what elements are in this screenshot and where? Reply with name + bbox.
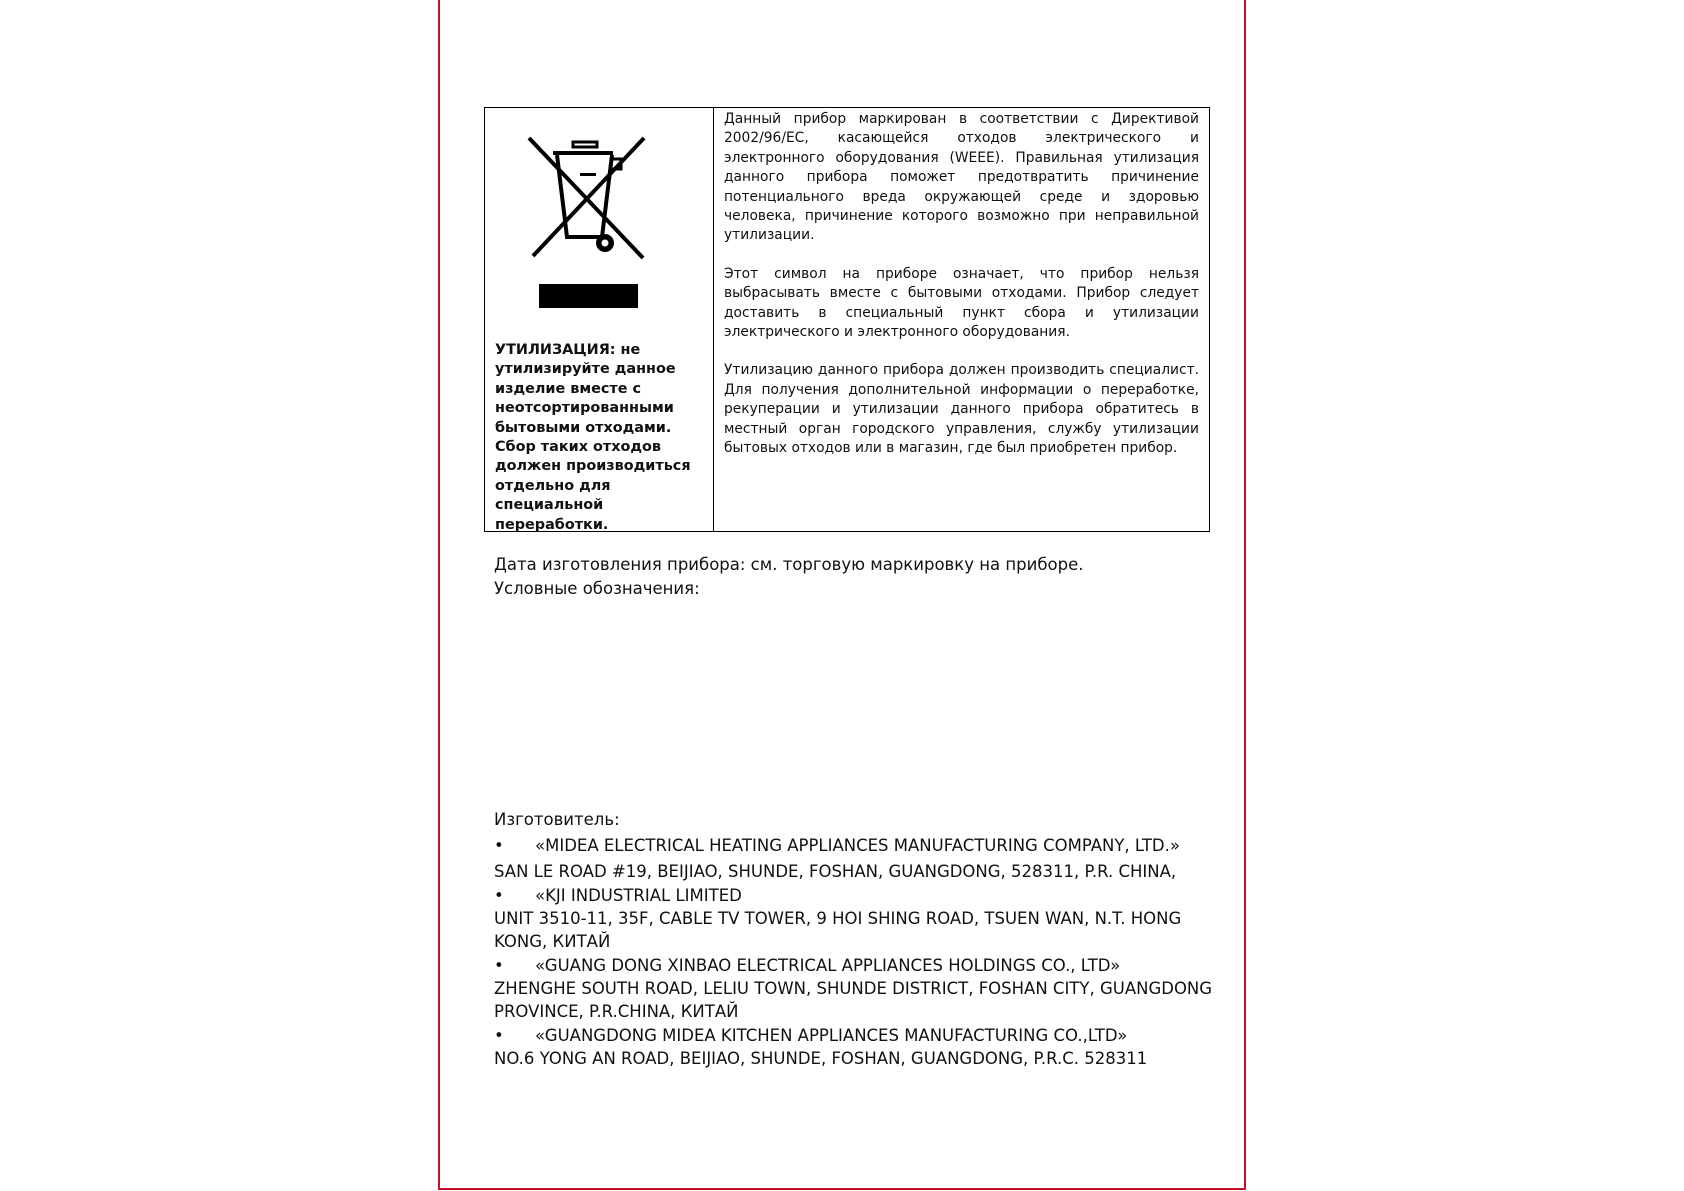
weee-disposal-table [484,107,1210,532]
manufacturer-section [494,808,1214,1071]
manufacturer-name [494,1024,1214,1047]
manufacturer-name-text: «GUANGDONG MIDEA KITCHEN APPLIANCES MANUFACTURING CO.,LTD» [535,1026,1128,1045]
weee-text-cell [714,108,1209,531]
bullet-icon: • [494,886,504,905]
manufacturer-name [494,954,1214,977]
crossed-out-wheelie-bin-icon [523,133,653,263]
manufacturer-name-text: «KJI INDUSTRIAL LIMITED [535,886,742,905]
weee-symbol-cell [485,108,714,531]
manufacturer-address: ZHENGHE SOUTH ROAD, LELIU TOWN, SHUNDE DISTRICT, FOSHAN CITY, GUANGDONG PROVINCE, P.R.CHINA, КИТАЙ [494,979,1213,1021]
manufacturer-address: NO.6 YONG AN ROAD, BEIJIAO, SHUNDE, FOSHAN, GUANGDONG, P.R.C. 528311 [494,1049,1148,1068]
bullet-icon: • [494,956,504,975]
weee-paragraph: Этот символ на приборе означает, что прибор нельзя выбрасывать вместе с бытовыми отходами. Прибор следует доставить в специальный пункт сбора и утилизации электрического и электронного оборудования. [724,265,1199,341]
bullet-icon: • [494,1026,504,1045]
manufacturer-address: SAN LE ROAD #19, BEIJIAO, SHUNDE, FOSHAN, GUANGDONG, 528311, P.R. CHINA, [494,862,1177,881]
manufacture-date-text: Дата изготовления прибора: см. торговую маркировку на приборе. [494,555,1084,574]
manufacturer-name-text: «GUANG DONG XINBAO ELECTRICAL APPLIANCES HOLDINGS CO., LTD» [535,956,1121,975]
bullet-icon: • [494,836,504,855]
manufacturer-name [494,884,1214,907]
weee-black-bar [539,284,638,308]
weee-paragraph: Данный прибор маркирован в соответствии с Директивой 2002/96/EC, касающейся отходов электрического и электронного оборудования (WEEE). Правильная утилизация данного прибора поможет предотвратить причинение потенциального вреда окружающей среде и здоровью человека, причинение которого возможно при неправильной утилизации. [724,111,1199,244]
weee-paragraph: Утилизацию данного прибора должен производить специалист. Для получения дополнительной информации о переработке, рекуперации и утилизации данного прибора обратитесь в местный орган городского управления, службу утилизации бытовых отходов или в магазин, где был приобретен прибор. [724,362,1199,457]
manufacturer-name-text: «MIDEA ELECTRICAL HEATING APPLIANCES MANUFACTURING COMPANY, LTD.» [535,836,1180,855]
symbols-label: Условные обозначения: [494,579,700,598]
disposal-warning: УТИЛИЗАЦИЯ: не утилизируйте данное изделие вместе с неотсортированными бытовыми отходами. Сбор таких отходов должен производиться отдельно для специальной переработки. [495,342,691,533]
manufacturer-address: UNIT 3510-11, 35F, CABLE TV TOWER, 9 HOI SHING ROAD, TSUEN WAN, N.T. HONG KONG, КИТАЙ [494,909,1182,951]
manufacturer-title: Изготовитель: [494,810,620,829]
manufacturer-name [494,834,1214,857]
